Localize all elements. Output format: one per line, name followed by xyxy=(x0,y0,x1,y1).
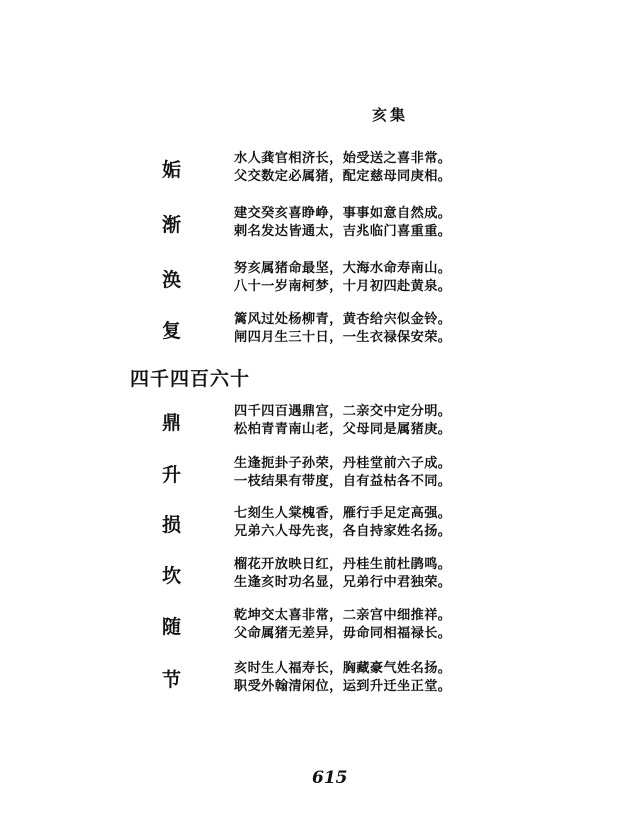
verse-entry xyxy=(0,311,640,351)
verse-line-2: 兄弟六人母先丧，各自持家姓名扬。 xyxy=(234,524,452,539)
verse-entry xyxy=(0,607,640,647)
verse-line-2: 松柏青青南山老，父母同是属猪庚。 xyxy=(234,422,452,437)
verse-entry xyxy=(0,660,640,700)
verse-line-1: 生逢扼卦子孙荣，丹桂堂前六子成。 xyxy=(234,456,452,471)
hexagram-glyph: 姤 xyxy=(162,159,182,181)
verse-entry xyxy=(0,505,640,545)
verse-line-1: 努亥属猪命最坚，大海水命寿南山。 xyxy=(234,261,452,276)
hexagram-glyph: 随 xyxy=(162,616,182,638)
verse-line-1: 榴花开放映日红，丹桂生前杜鹃鸣。 xyxy=(234,557,452,572)
hexagram-glyph: 损 xyxy=(162,514,182,536)
verse-entry xyxy=(0,205,640,245)
verse-line-1: 七刻生人棠槐香，雁行手足定高强。 xyxy=(234,506,452,521)
page-number: 615 xyxy=(312,768,348,788)
verse-line-2: 生逢亥时功名显，兄弟行中君独荣。 xyxy=(234,575,452,590)
section-heading: 四千四百六十 xyxy=(130,368,251,390)
verse-line-1: 篱风过处杨柳青，黄杏给宍似金铃。 xyxy=(234,312,452,327)
verse-line-1: 水人龚官相济长，始受送之喜非常。 xyxy=(234,151,452,166)
hexagram-glyph: 渐 xyxy=(162,214,182,236)
hexagram-glyph: 涣 xyxy=(162,269,182,291)
verse-line-2: 八十一岁南柯梦，十月初四赴黄泉。 xyxy=(234,279,452,294)
hexagram-glyph: 升 xyxy=(162,464,182,486)
running-header: 亥集 xyxy=(372,106,409,124)
verse-line-2: 父命属猪无差异，毋命同相福禄长。 xyxy=(234,626,452,641)
hexagram-glyph: 鼎 xyxy=(162,412,182,434)
verse-entry xyxy=(0,150,640,190)
verse-line-1: 乾坤交太喜非常，二亲宫中细推祥。 xyxy=(234,608,452,623)
verse-entry xyxy=(0,403,640,443)
verse-line-2: 剌名发达皆通太，吉兆临门喜重重。 xyxy=(234,224,452,239)
verse-line-2: 父交数定必属猪，配定慈母同庚相。 xyxy=(234,169,452,184)
verse-line-1: 建交癸亥喜睁峥，事事如意自然成。 xyxy=(234,206,452,221)
verse-line-2: 闸四月生三十日，一生衣禄保安荣。 xyxy=(234,330,452,345)
hexagram-glyph: 坎 xyxy=(162,565,182,587)
verse-line-2: 一枝结果有带度，自有益枯各不同。 xyxy=(234,474,452,489)
verse-entry xyxy=(0,556,640,596)
verse-entry xyxy=(0,455,640,495)
hexagram-glyph: 节 xyxy=(162,669,182,691)
verse-line-1: 亥时生人福寿长，胸藏豪气姓名扬。 xyxy=(234,661,452,676)
verse-line-1: 四千四百遇鼎宫，二亲交中定分明。 xyxy=(234,404,452,419)
verse-line-2: 职受外翰清闲位，运到升迁坐正堂。 xyxy=(234,679,452,694)
verse-entry xyxy=(0,260,640,300)
hexagram-glyph: 复 xyxy=(162,320,182,342)
